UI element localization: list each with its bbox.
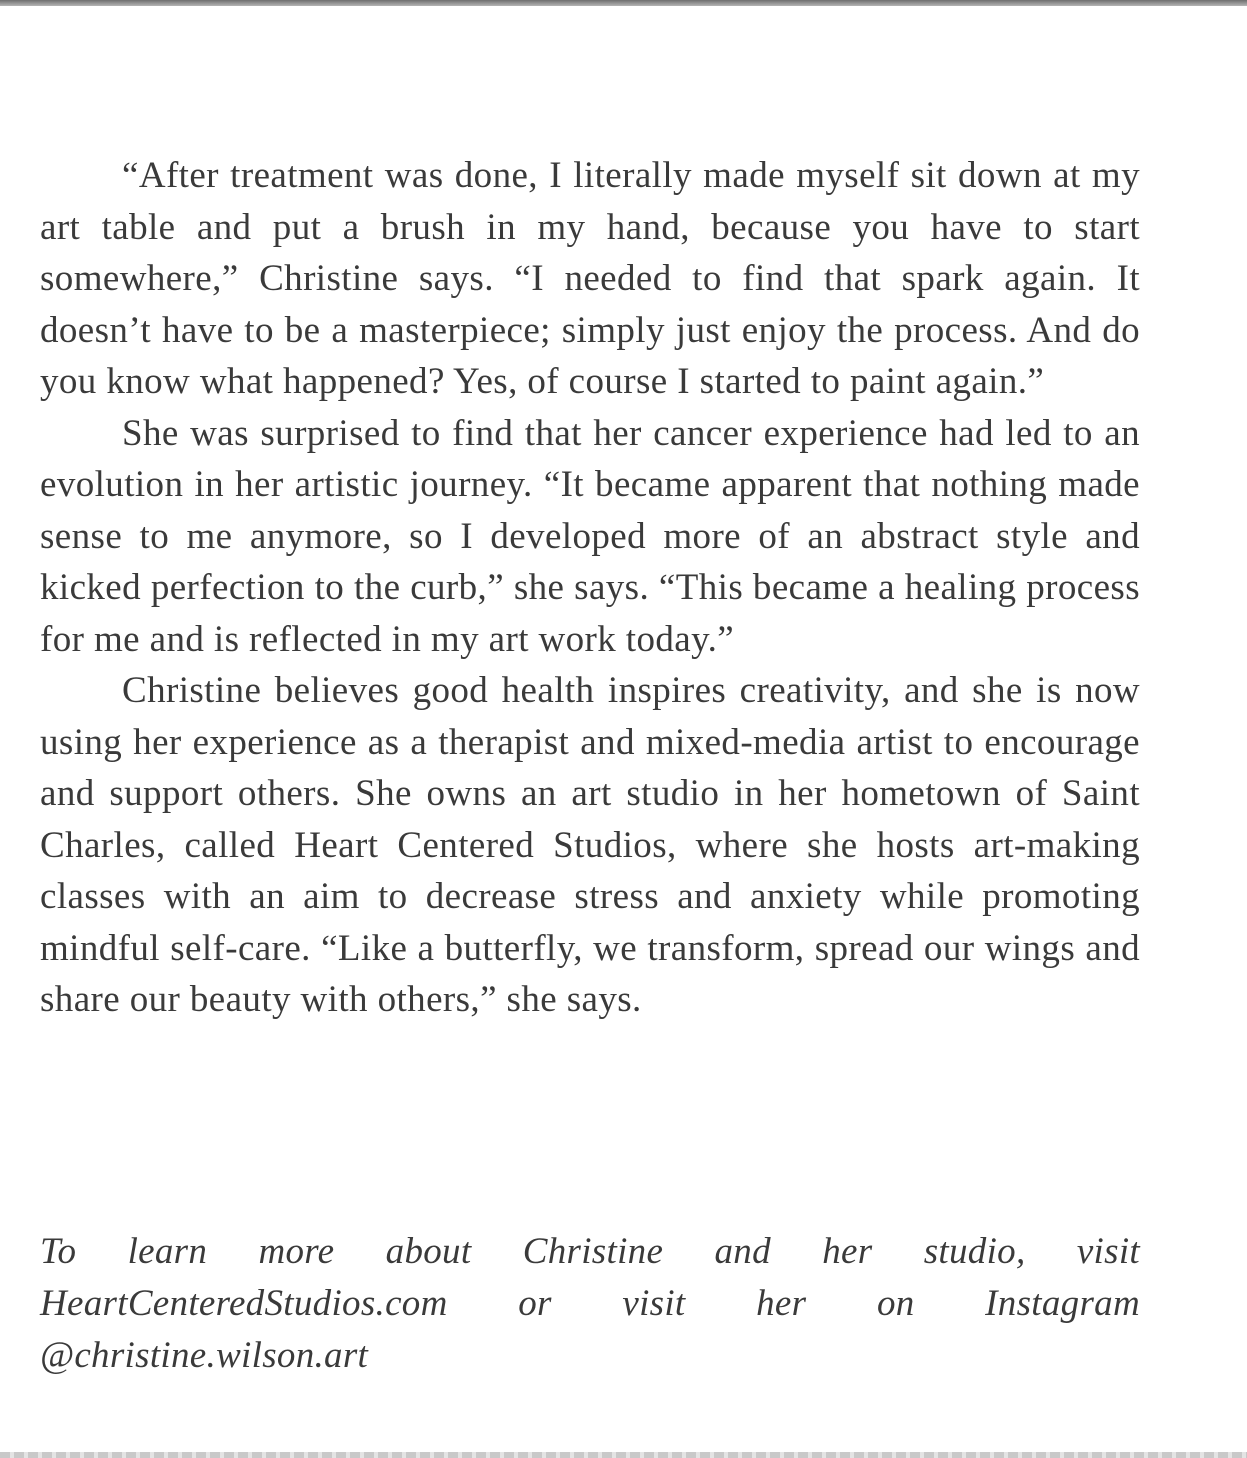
article-paragraph-1: “After treatment was done, I literally made myself sit down at my art table and put a brush in my hand, because you have to start somewhere,” Christine says. “I needed to find that spark again. It doesn’t have to be a masterpiece; simply just enjoy the process. And do you know what happened? Yes, of course I started to paint again.” [40,155,1140,402]
article-body [40,150,1140,1026]
article-paragraph-3: Christine believes good health inspires creativity, and she is now using her experience as a therapist and mixed-media artist to encourage and support others. She owns an art studio in her hometown of Saint Charles, called Heart Centered Studios, where she hosts art-making classes with an aim to decrease stress and anxiety while promoting mindful self-care. “Like a butterfly, we transform, spread our wings and share our beauty with others,” she says. [40,670,1140,1020]
top-scan-edge [0,0,1247,6]
learn-more-note: To learn more about Christine and her studio, visit HeartCenteredStudios.com or visit her on Instagram @christine.wilson.art [40,1231,1140,1376]
bottom-scan-edge [0,1452,1247,1458]
article-paragraph-2: She was surprised to find that her cancer experience had led to an evolution in her artistic journey. “It became apparent that nothing made sense to me anymore, so I developed more of an abstract style and kicked perfection to the curb,” she says. “This became a healing process for me and is reflected in my art work today.” [40,412,1140,660]
